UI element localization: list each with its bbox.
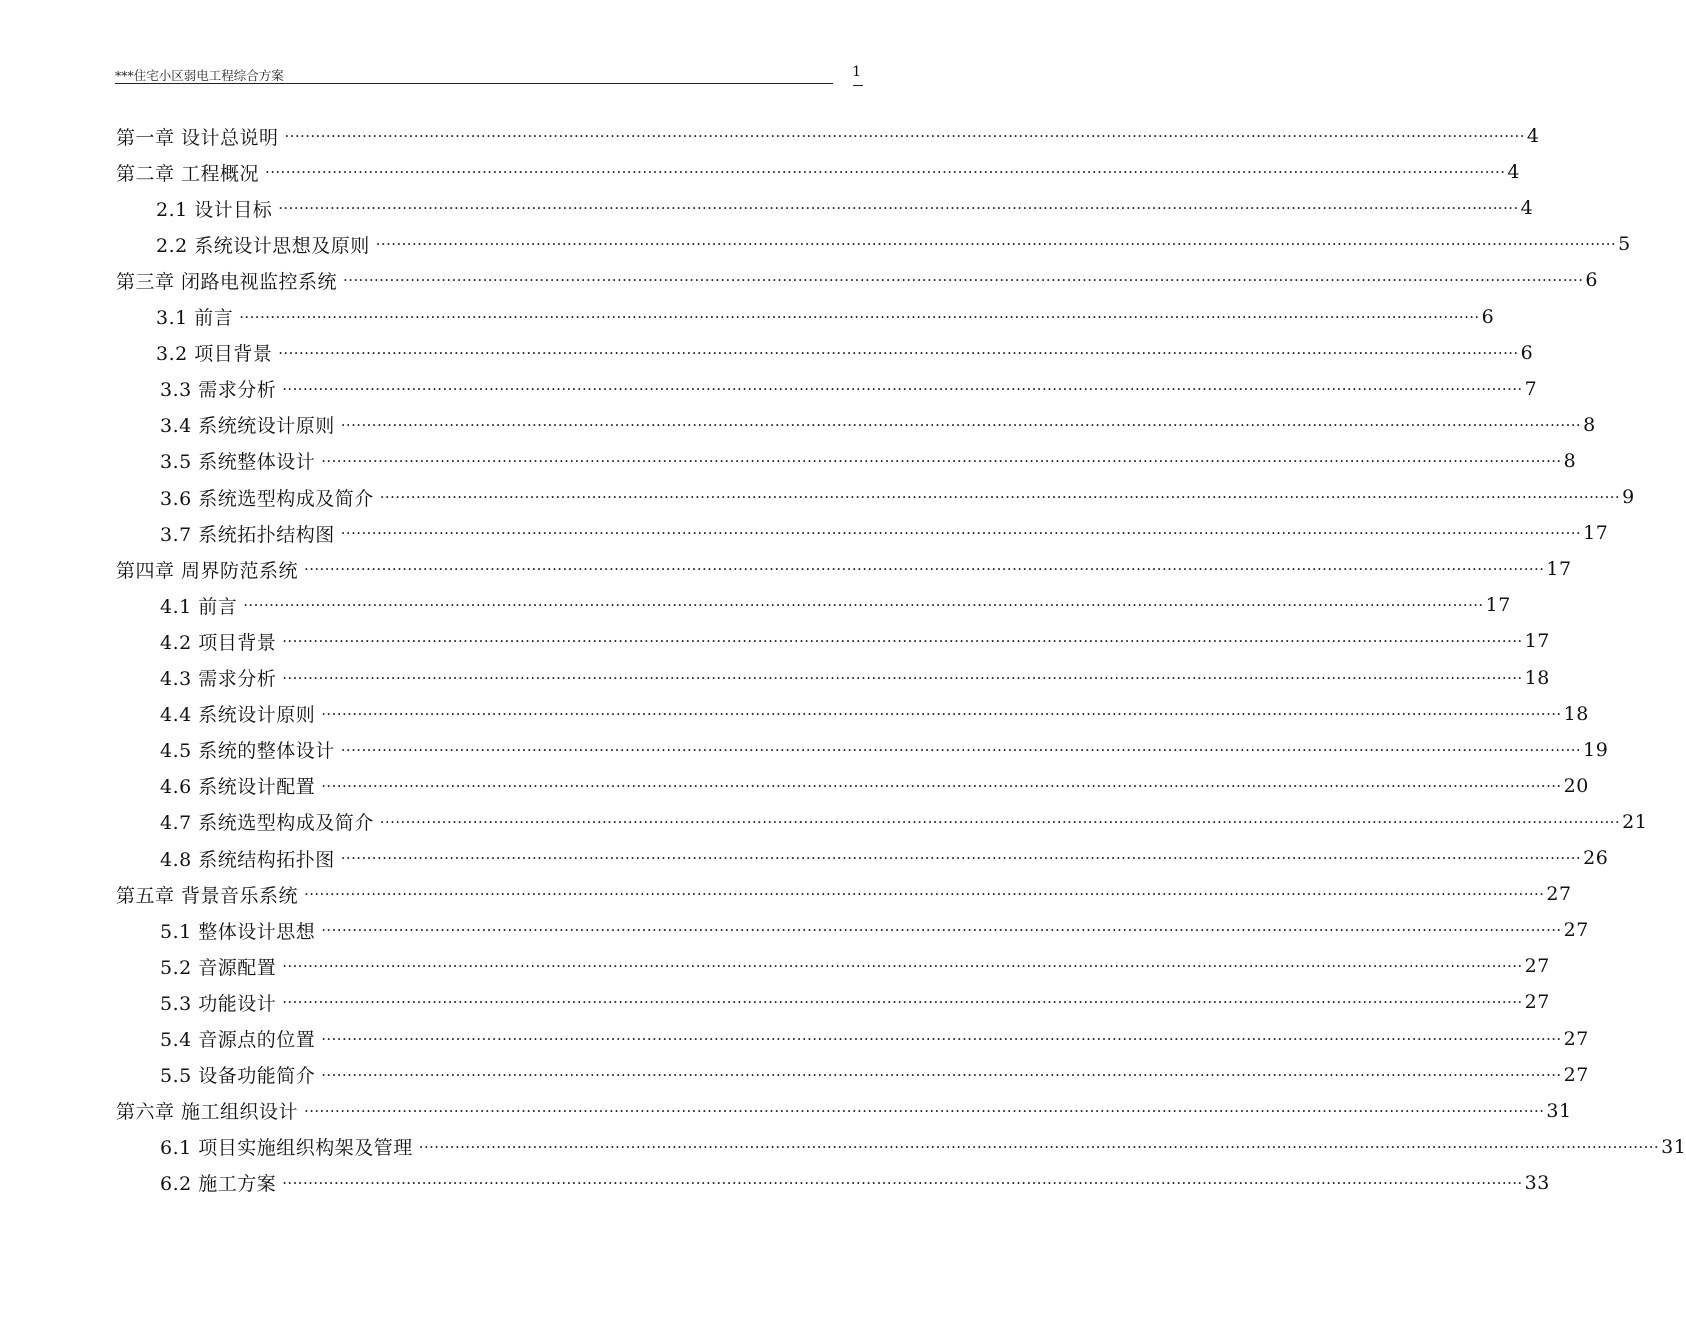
toc-entry-label: 4.7 系统选型构成及简介 [160,812,374,835]
toc-entry-label: 5.4 音源点的位置 [160,1029,316,1051]
toc-dot-leader: ················································································································································································································································ [375,235,1617,254]
toc-dot-leader: ················································································································································································································································ [265,163,1506,182]
toc-entry-label: 4.6 系统设计配置 [160,776,316,799]
toc-entry-label: 第四章 周界防范系统 [116,559,299,582]
toc-entry-page: 9 [1622,486,1635,508]
toc-entry[interactable] [160,479,1635,515]
toc-entry[interactable] [160,912,1589,948]
toc-entry-label: 4.8 系统结构拓扑图 [160,848,335,871]
toc-entry-page: 33 [1524,1171,1550,1194]
toc-entry[interactable] [160,515,1609,551]
toc-entry-page: 4 [1507,161,1520,184]
toc-entry-page: 8 [1563,449,1577,472]
toc-entry-label: 5.5 设备功能简介 [160,1065,316,1088]
toc-entry-label: 第六章 施工组织设计 [116,1101,299,1124]
toc-entry-label: 6.1 项目实施组织构架及管理 [160,1137,413,1160]
toc-entry-label: 4.2 项目背景 [160,631,277,654]
toc-dot-leader: ················································································································································································································································ [282,993,1523,1012]
toc-entry-page: 18 [1563,702,1589,725]
toc-dot-leader: ················································································································································································································································ [304,560,1545,579]
toc-entry[interactable] [160,1021,1589,1057]
toc-entry-label: 第三章 闭路电视监控系统 [116,270,338,293]
toc-entry-page: 6 [1520,341,1534,364]
toc-dot-leader: ················································································································································································································································ [282,632,1523,651]
toc-dot-leader: ················································································································································································································································ [340,524,1582,543]
toc-dot-leader: ················································································································································································································································ [321,1029,1562,1048]
toc-entry[interactable] [160,1057,1589,1093]
toc-entry-page: 7 [1524,377,1538,400]
page-number: 1 [852,64,861,80]
toc-dot-leader: ················································································································································································································································ [239,307,1480,326]
toc-entry[interactable] [160,623,1550,659]
toc-entry-page: 27 [1524,955,1550,978]
toc-dot-leader: ················································································································································································································································ [282,957,1523,976]
toc-entry[interactable] [160,696,1589,732]
toc-entry-page: 21 [1622,810,1648,833]
toc-entry-label: 4.4 系统设计原则 [160,704,316,727]
toc-entry[interactable] [160,1129,1686,1165]
toc-dot-leader: ················································································································································································································································ [321,1065,1562,1084]
toc-dot-leader: ················································································································································································································································ [340,740,1582,759]
toc-entry-page: 27 [1524,991,1550,1014]
toc-entry-page: 4 [1526,125,1540,147]
toc-entry-label: 3.2 项目背景 [156,343,273,366]
toc-entry-page: 6 [1585,269,1598,292]
toc-dot-leader: ················································································································································································································································ [282,668,1523,687]
toc-dot-leader: ················································································································································································································································ [343,271,1584,290]
toc-entry[interactable] [160,948,1550,984]
toc-entry-label: 3.6 系统选型构成及简介 [160,487,374,510]
toc-entry[interactable] [156,335,1534,371]
toc-entry-page: 17 [1546,558,1572,581]
toc-dot-leader: ················································································································································································································································ [321,704,1562,723]
toc-entry[interactable] [156,299,1495,335]
toc-dot-leader: ················································································································································································································································ [321,776,1562,795]
toc-entry-label: 3.4 系统统设计原则 [160,415,335,438]
toc-entry[interactable] [160,660,1550,696]
toc-entry[interactable] [116,551,1572,587]
toc-entry[interactable] [156,190,1534,226]
toc-entry-page: 19 [1583,738,1609,761]
toc-entry-label: 第五章 背景音乐系统 [116,884,299,907]
toc-dot-leader: ················································································································································································································································ [282,1173,1523,1192]
toc-dot-leader: ················································································································································································································································ [243,596,1484,615]
toc-entry[interactable] [160,371,1538,407]
toc-dot-leader: ················································································································································································································································ [340,415,1582,434]
toc-entry[interactable] [160,407,1596,443]
toc-entry-label: 第二章 工程概况 [116,162,260,185]
toc-dot-leader: ················································································································································································································································ [278,199,1519,218]
toc-dot-leader: ················································································································································································································································ [278,343,1519,362]
toc-entry-page: 4 [1520,197,1534,220]
toc-dot-leader: ················································································································································································································································ [304,885,1545,904]
toc-entry-label: 5.2 音源配置 [160,956,277,979]
toc-dot-leader: ················································································································································································································································ [379,812,1621,831]
toc-entry-label: 6.2 施工方案 [160,1173,277,1196]
toc-dot-leader: ················································································································································································································································ [321,921,1562,940]
toc-entry-page: 17 [1485,594,1511,617]
toc-entry-label: 4.3 需求分析 [160,668,277,690]
toc-entry-label: 第一章 设计总说明 [116,126,279,149]
toc-entry[interactable] [160,804,1648,840]
toc-entry-label: 3.5 系统整体设计 [160,451,316,474]
toc-entry-page: 27 [1563,1027,1589,1050]
toc-entry-page: 26 [1583,847,1609,869]
toc-entry[interactable] [160,984,1550,1020]
toc-dot-leader: ················································································································································································································································ [282,379,1523,398]
toc-entry-page: 20 [1563,774,1589,797]
toc-entry-page: 8 [1583,413,1596,436]
toc-entry[interactable] [116,262,1598,298]
toc-entry[interactable] [116,1093,1572,1129]
toc-entry-page: 31 [1661,1135,1686,1158]
toc-entry-label: 5.1 整体设计思想 [160,920,316,943]
toc-entry-page: 6 [1481,305,1495,328]
toc-entry[interactable] [160,840,1609,876]
toc-entry-label: 4.1 前言 [160,595,238,618]
toc-entry-label: 2.2 系统设计思想及原则 [156,234,370,257]
toc-dot-leader: ················································································································································································································································ [321,451,1562,470]
toc-entry-page: 31 [1546,1099,1572,1122]
toc-dot-leader: ················································································································································································································································ [304,1101,1545,1120]
toc-dot-leader: ················································································································································································································································ [418,1137,1660,1156]
toc-entry-label: 5.3 功能设计 [160,992,277,1015]
toc-entry-page: 5 [1618,233,1631,256]
toc-entry-label: 4.5 系统的整体设计 [160,740,335,763]
toc-entry-page: 27 [1563,919,1589,942]
toc-entry-label: 2.1 设计目标 [156,198,273,221]
toc-dot-leader: ················································································································································································································································ [340,849,1582,867]
toc-entry[interactable] [116,876,1572,912]
toc-entry-label: 3.3 需求分析 [160,379,277,402]
toc-entry-label: 3.1 前言 [156,307,234,329]
toc-entry[interactable] [160,732,1609,768]
toc-entry[interactable] [160,587,1511,623]
toc-dot-leader: ················································································································································································································································ [284,127,1525,145]
toc-entry[interactable] [160,768,1589,804]
toc-entry-label: 3.7 系统拓扑结构图 [160,523,335,546]
toc-entry-page: 27 [1546,883,1572,906]
toc-dot-leader: ················································································································································································································································ [379,488,1621,506]
toc-entry[interactable] [116,154,1520,190]
toc-entry-page: 18 [1524,666,1550,689]
toc-entry-page: 27 [1563,1063,1589,1086]
toc-entry-page: 17 [1583,522,1609,545]
toc-entry[interactable] [160,1165,1550,1201]
toc-entry[interactable] [160,443,1577,479]
document-title: ***住宅小区弱电工程综合方案 [115,68,284,83]
toc-entry-page: 17 [1524,630,1550,653]
toc-entry[interactable] [116,118,1540,154]
toc-entry[interactable] [156,226,1631,262]
